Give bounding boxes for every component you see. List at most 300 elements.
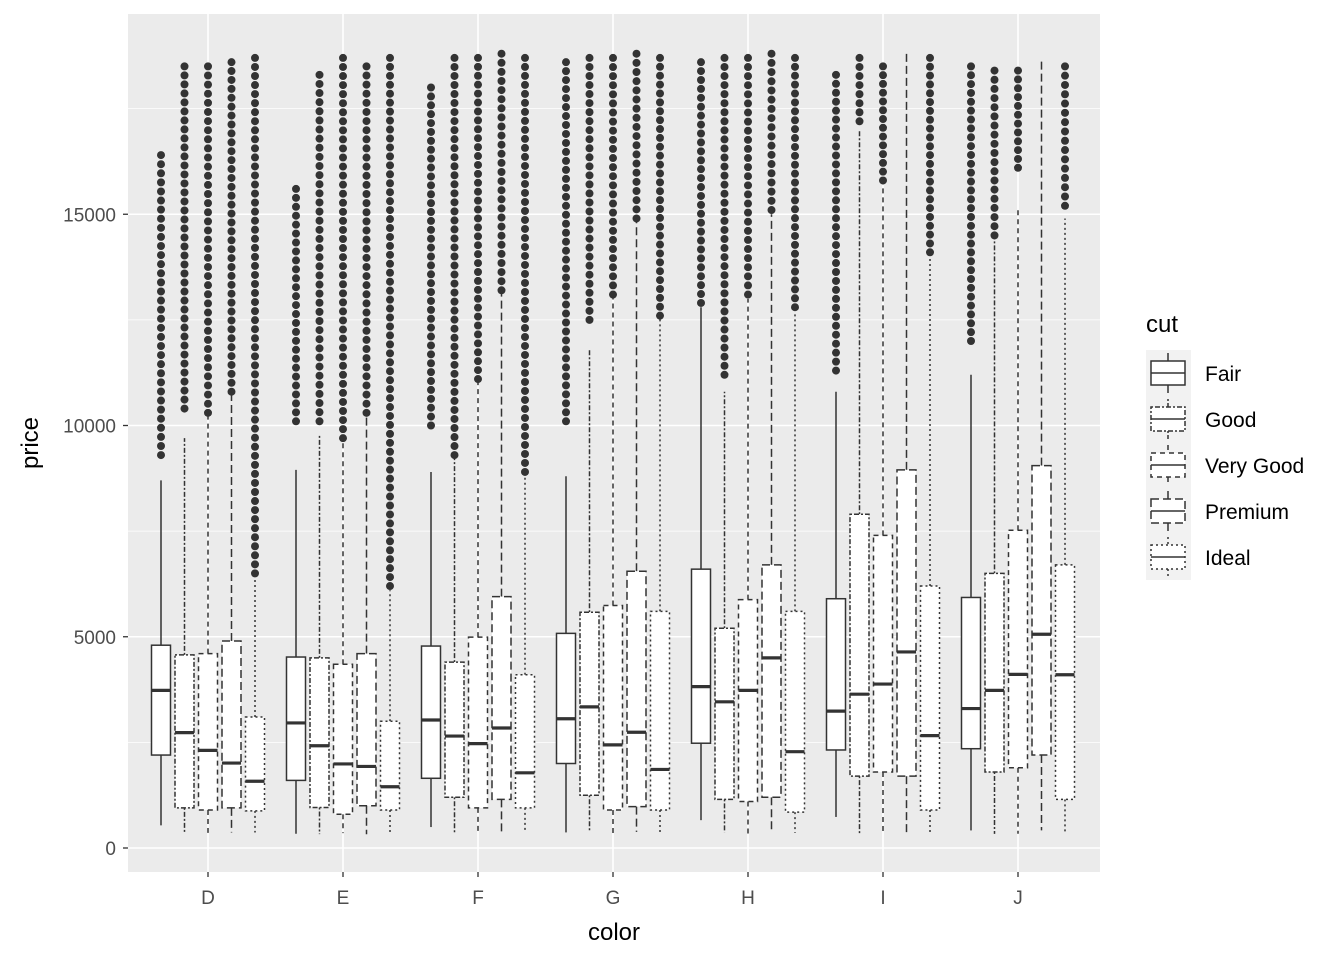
outlier-ideal-G-20 [656,232,664,240]
outlier-premium-D-2 [228,76,236,84]
outlier-fair-D-33 [157,451,165,459]
outlier-ideal-G-27 [656,294,664,302]
box-body-premium-E [357,654,376,806]
outlier-premium-F-2 [498,68,506,76]
outlier-ideal-F-23 [521,261,529,269]
box-body-fair-G [557,633,576,763]
outlier-ideal-D-6 [251,108,259,116]
outlier-ideal-F-15 [521,189,529,197]
outlier-ideal-D-32 [251,343,259,351]
outlier-ideal-I-21 [926,239,934,247]
outlier-very-good-F-19 [474,223,482,231]
outlier-ideal-E-51 [386,510,394,518]
outlier-good-F-19 [451,225,459,233]
outlier-very-good-D-33 [204,363,212,371]
outlier-fair-I-10 [832,160,840,168]
outlier-ideal-F-46 [521,468,529,476]
outlier-good-D-32 [181,351,189,359]
outlier-good-H-9 [721,135,729,143]
outlier-premium-E-0 [363,62,371,70]
outlier-ideal-D-2 [251,72,259,80]
outlier-premium-H-15 [768,188,776,196]
outlier-ideal-D-46 [251,470,259,478]
outlier-premium-E-33 [363,363,371,371]
outlier-premium-D-14 [228,183,236,191]
outlier-good-J-18 [991,231,999,239]
outlier-ideal-F-35 [521,369,529,377]
outlier-very-good-D-21 [204,254,212,262]
legend-label-good: Good [1205,409,1257,432]
box-body-very-good-D [199,654,218,810]
outlier-premium-E-17 [363,217,371,225]
outlier-very-good-D-30 [204,336,212,344]
outlier-ideal-G-23 [656,258,664,266]
outlier-good-E-11 [316,171,324,179]
outlier-very-good-D-19 [204,236,212,244]
box-body-premium-I [897,470,916,776]
outlier-fair-H-2 [697,76,705,84]
outlier-ideal-D-30 [251,325,259,333]
outlier-premium-E-2 [363,81,371,89]
outlier-very-good-E-25 [339,280,347,288]
outlier-fair-G-12 [562,166,570,174]
outlier-premium-G-0 [633,50,641,58]
outlier-ideal-E-21 [386,242,394,250]
outlier-good-H-19 [721,226,729,234]
outlier-fair-F-27 [427,324,435,332]
outlier-ideal-E-53 [386,528,394,536]
outlier-fair-G-38 [562,399,570,407]
outlier-premium-D-35 [228,370,236,378]
outlier-ideal-H-17 [791,205,799,213]
outlier-good-J-11 [991,167,999,175]
outlier-very-good-F-21 [474,241,482,249]
outlier-fair-F-28 [427,333,435,341]
outlier-good-E-3 [316,98,324,106]
outlier-ideal-I-7 [926,116,934,124]
outlier-ideal-I-1 [926,63,934,71]
outlier-premium-D-7 [228,120,236,128]
outlier-premium-D-0 [228,58,236,66]
outlier-premium-E-10 [363,154,371,162]
outlier-good-J-2 [991,85,999,93]
outlier-good-E-27 [316,317,324,325]
outlier-good-F-44 [451,451,459,459]
outlier-very-good-G-25 [609,281,617,289]
outlier-ideal-J-3 [1061,90,1069,98]
outlier-good-H-33 [721,353,729,361]
y-tick-label-1: 5000 [73,627,116,649]
outlier-very-good-G-20 [609,236,617,244]
y-tick-label-3: 15000 [63,205,116,227]
outlier-ideal-J-2 [1061,81,1069,89]
outlier-very-good-E-2 [339,72,347,80]
outlier-very-good-E-41 [339,425,347,433]
outlier-ideal-D-37 [251,389,259,397]
outlier-fair-J-23 [967,266,975,274]
outlier-fair-I-27 [832,313,840,321]
outlier-good-H-14 [721,181,729,189]
x-axis [201,872,1023,909]
outlier-good-F-2 [451,72,459,80]
outlier-ideal-I-11 [926,151,934,159]
outlier-fair-J-30 [967,328,975,336]
outlier-ideal-E-46 [386,466,394,474]
x-tick-label-G: G [605,888,621,909]
outlier-ideal-E-45 [386,457,394,465]
outlier-very-good-D-38 [204,409,212,417]
outlier-very-good-H-6 [744,109,752,117]
outlier-good-H-0 [721,54,729,62]
outlier-ideal-G-4 [656,89,664,97]
outlier-premium-H-2 [768,68,776,76]
outlier-good-E-21 [316,262,324,270]
box-body-premium-H [762,565,781,797]
outlier-fair-H-25 [697,281,705,289]
outlier-very-good-F-11 [474,152,482,160]
outlier-good-E-8 [316,144,324,152]
outlier-good-D-5 [181,107,189,115]
outlier-good-E-9 [316,153,324,161]
outlier-fair-H-17 [697,210,705,218]
outlier-fair-D-14 [157,278,165,286]
outlier-fair-D-18 [157,315,165,323]
outlier-good-G-1 [586,63,594,71]
outlier-very-good-F-36 [474,375,482,383]
outlier-premium-G-15 [633,187,641,195]
outlier-fair-E-5 [292,230,300,238]
outlier-ideal-D-56 [251,560,259,568]
outlier-ideal-H-20 [791,232,799,240]
outlier-good-D-36 [181,387,189,395]
outlier-fair-F-18 [427,244,435,252]
box-body-fair-E [287,657,306,780]
outlier-ideal-I-4 [926,89,934,97]
outlier-good-F-11 [451,153,459,161]
outlier-ideal-I-9 [926,133,934,141]
outlier-good-G-16 [586,198,594,206]
outlier-ideal-F-32 [521,342,529,350]
outlier-ideal-G-13 [656,169,664,177]
outlier-ideal-D-5 [251,99,259,107]
outlier-premium-D-4 [228,94,236,102]
outlier-ideal-H-22 [791,250,799,258]
outlier-fair-J-17 [967,213,975,221]
outlier-premium-H-9 [768,132,776,140]
outlier-good-I-2 [856,72,864,80]
outlier-very-good-F-2 [474,72,482,80]
outlier-good-E-7 [316,135,324,143]
outlier-good-E-5 [316,116,324,124]
outlier-ideal-G-12 [656,161,664,169]
outlier-fair-G-8 [562,130,570,138]
outlier-premium-E-16 [363,208,371,216]
outlier-ideal-E-20 [386,233,394,241]
outlier-ideal-J-15 [1061,202,1069,210]
outlier-fair-H-1 [697,67,705,75]
outlier-good-H-12 [721,163,729,171]
outlier-premium-G-4 [633,86,641,94]
outlier-ideal-F-29 [521,315,529,323]
outlier-very-good-D-36 [204,391,212,399]
outlier-fair-I-11 [832,169,840,177]
outlier-ideal-E-58 [386,573,394,581]
outlier-very-good-H-13 [744,172,752,180]
outlier-good-F-31 [451,334,459,342]
outlier-good-D-1 [181,71,189,79]
outlier-ideal-E-14 [386,179,394,187]
outlier-very-good-J-9 [1014,146,1022,154]
outlier-very-good-E-36 [339,380,347,388]
outlier-ideal-I-13 [926,169,934,177]
outlier-premium-F-1 [498,59,506,67]
outlier-ideal-E-42 [386,430,394,438]
outlier-very-good-H-25 [744,281,752,289]
outlier-ideal-I-10 [926,142,934,150]
outlier-fair-E-23 [292,390,300,398]
outlier-good-I-3 [856,81,864,89]
outlier-very-good-I-9 [879,141,887,149]
outlier-very-good-H-12 [744,163,752,171]
outlier-fair-F-30 [427,350,435,358]
box-body-premium-F [492,597,511,800]
box-body-fair-I [827,599,846,750]
outlier-fair-D-32 [157,442,165,450]
outlier-premium-F-15 [498,186,506,194]
legend-label-very-good: Very Good [1205,455,1305,478]
outlier-very-good-H-20 [744,236,752,244]
outlier-fair-J-4 [967,98,975,106]
outlier-fair-E-15 [292,319,300,327]
outlier-very-good-E-30 [339,326,347,334]
outlier-ideal-E-34 [386,358,394,366]
outlier-premium-G-5 [633,95,641,103]
outlier-ideal-H-27 [791,294,799,302]
outlier-very-good-E-17 [339,208,347,216]
outlier-ideal-H-11 [791,152,799,160]
outlier-ideal-E-38 [386,394,394,402]
outlier-ideal-F-21 [521,243,529,251]
outlier-very-good-E-1 [339,63,347,71]
outlier-good-G-21 [586,244,594,252]
box-body-very-good-G [604,605,623,809]
outlier-fair-G-35 [562,372,570,380]
outlier-good-F-22 [451,253,459,261]
outlier-ideal-D-0 [251,54,259,62]
outlier-very-good-D-31 [204,345,212,353]
outlier-fair-F-33 [427,377,435,385]
outlier-good-E-38 [316,417,324,425]
outlier-ideal-E-54 [386,537,394,545]
outlier-ideal-I-22 [926,248,934,256]
outlier-ideal-D-40 [251,416,259,424]
outlier-very-good-D-26 [204,299,212,307]
outlier-good-H-11 [721,154,729,162]
outlier-very-good-D-17 [204,217,212,225]
outlier-good-G-25 [586,280,594,288]
outlier-premium-H-10 [768,142,776,150]
outlier-good-E-4 [316,107,324,115]
outlier-very-good-E-42 [339,434,347,442]
outlier-ideal-D-50 [251,506,259,514]
outlier-fair-G-7 [562,121,570,129]
outlier-good-E-31 [316,353,324,361]
outlier-ideal-H-7 [791,116,799,124]
outlier-fair-I-18 [832,232,840,240]
outlier-ideal-D-29 [251,316,259,324]
outlier-fair-G-4 [562,94,570,102]
outlier-very-good-I-0 [879,62,887,70]
outlier-good-H-18 [721,217,729,225]
outlier-premium-H-12 [768,160,776,168]
outlier-very-good-E-26 [339,289,347,297]
outlier-good-J-4 [991,103,999,111]
outlier-fair-G-40 [562,417,570,425]
outlier-ideal-E-9 [386,134,394,142]
outlier-very-good-D-25 [204,290,212,298]
outlier-good-H-2 [721,72,729,80]
outlier-good-E-29 [316,335,324,343]
outlier-premium-D-13 [228,174,236,182]
outlier-good-H-10 [721,144,729,152]
outlier-premium-F-20 [498,232,506,240]
outlier-ideal-F-44 [521,450,529,458]
outlier-premium-D-37 [228,388,236,396]
outlier-good-F-35 [451,370,459,378]
outlier-good-F-28 [451,307,459,315]
outlier-good-J-8 [991,140,999,148]
outlier-very-good-F-1 [474,63,482,71]
outlier-ideal-G-2 [656,72,664,80]
outlier-fair-F-25 [427,306,435,314]
outlier-good-D-9 [181,143,189,151]
outlier-fair-F-11 [427,181,435,189]
outlier-ideal-D-55 [251,551,259,559]
outlier-fair-G-15 [562,193,570,201]
outlier-ideal-E-26 [386,287,394,295]
outlier-ideal-E-40 [386,412,394,420]
outlier-fair-H-4 [697,94,705,102]
box-body-very-good-I [874,535,893,772]
outlier-fair-F-20 [427,261,435,269]
outlier-very-good-G-4 [609,90,617,98]
outlier-fair-F-17 [427,235,435,243]
outlier-very-good-F-10 [474,143,482,151]
outlier-good-F-14 [451,180,459,188]
outlier-good-F-9 [451,135,459,143]
outlier-premium-F-0 [498,50,506,58]
outlier-very-good-E-9 [339,135,347,143]
outlier-very-good-H-8 [744,127,752,135]
outlier-good-D-8 [181,134,189,142]
outlier-fair-I-20 [832,250,840,258]
outlier-ideal-J-6 [1061,118,1069,126]
outlier-very-good-D-15 [204,199,212,207]
outlier-fair-F-5 [427,128,435,136]
outlier-very-good-H-4 [744,90,752,98]
outlier-good-F-20 [451,234,459,242]
outlier-premium-E-22 [363,263,371,271]
outlier-fair-G-33 [562,354,570,362]
outlier-fair-J-3 [967,89,975,97]
outlier-fair-D-26 [157,387,165,395]
outlier-ideal-F-10 [521,144,529,152]
outlier-very-good-G-21 [609,245,617,253]
outlier-very-good-D-29 [204,327,212,335]
outlier-good-G-15 [586,189,594,197]
outlier-very-good-D-8 [204,135,212,143]
outlier-good-D-21 [181,251,189,259]
outlier-ideal-F-37 [521,387,529,395]
outlier-good-D-17 [181,215,189,223]
outlier-very-good-F-31 [474,330,482,338]
outlier-fair-E-14 [292,310,300,318]
outlier-premium-D-24 [228,272,236,280]
outlier-premium-G-10 [633,141,641,149]
outlier-very-good-G-10 [609,145,617,153]
outlier-ideal-D-36 [251,379,259,387]
outlier-fair-J-29 [967,319,975,327]
outlier-fair-G-10 [562,148,570,156]
outlier-ideal-J-10 [1061,155,1069,163]
outlier-very-good-J-7 [1014,128,1022,136]
outlier-fair-F-15 [427,217,435,225]
outlier-fair-J-11 [967,160,975,168]
outlier-ideal-F-20 [521,234,529,242]
outlier-ideal-E-28 [386,305,394,313]
outlier-premium-H-1 [768,59,776,67]
outlier-ideal-J-14 [1061,193,1069,201]
outlier-very-good-E-35 [339,371,347,379]
outlier-ideal-E-27 [386,296,394,304]
outlier-premium-D-32 [228,343,236,351]
outlier-good-D-11 [181,161,189,169]
outlier-good-G-4 [586,90,594,98]
outlier-good-G-10 [586,144,594,152]
outlier-good-J-17 [991,222,999,230]
outlier-good-J-14 [991,195,999,203]
legend-label-fair: Fair [1205,363,1242,386]
outlier-very-good-E-3 [339,81,347,89]
box-body-ideal-E [381,721,400,810]
outlier-very-good-G-0 [609,54,617,62]
outlier-fair-H-3 [697,85,705,93]
outlier-fair-F-29 [427,341,435,349]
outlier-very-good-D-32 [204,354,212,362]
outlier-good-F-17 [451,207,459,215]
outlier-good-F-12 [451,162,459,170]
outlier-ideal-J-4 [1061,100,1069,108]
outlier-very-good-E-20 [339,235,347,243]
outlier-fair-E-21 [292,373,300,381]
outlier-very-good-F-17 [474,206,482,214]
outlier-good-H-4 [721,90,729,98]
outlier-premium-H-4 [768,86,776,94]
outlier-good-E-24 [316,290,324,298]
outlier-premium-E-20 [363,245,371,253]
outlier-ideal-D-23 [251,262,259,270]
outlier-good-G-12 [586,162,594,170]
outlier-ideal-E-22 [386,251,394,259]
outlier-very-good-F-0 [474,54,482,62]
outlier-very-good-E-33 [339,353,347,361]
outlier-ideal-I-6 [926,107,934,115]
outlier-very-good-J-0 [1014,67,1022,75]
outlier-premium-F-19 [498,223,506,231]
outlier-ideal-H-8 [791,125,799,133]
outlier-fair-E-17 [292,337,300,345]
outlier-ideal-D-33 [251,352,259,360]
